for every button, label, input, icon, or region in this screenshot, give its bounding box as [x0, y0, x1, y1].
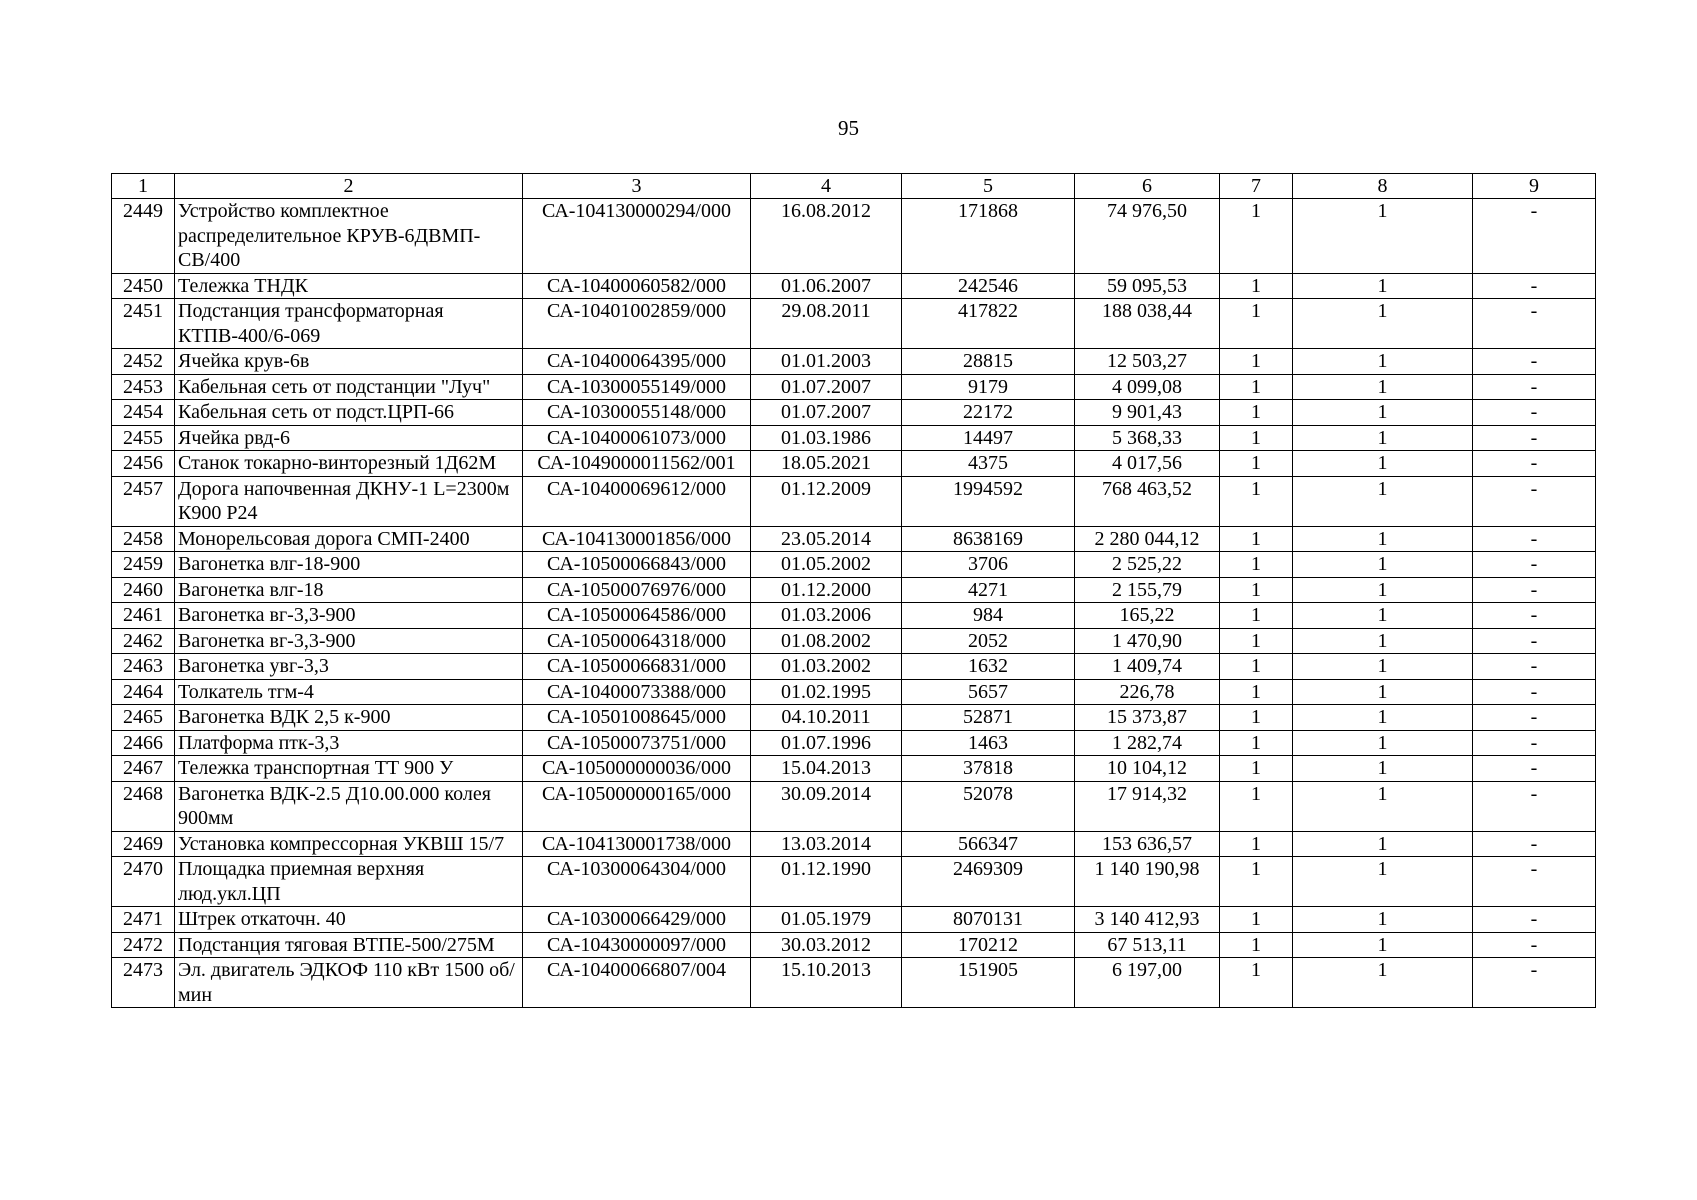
- quantity-col8-cell: 1: [1293, 577, 1473, 603]
- quantity-col8-cell: 1: [1293, 907, 1473, 933]
- item-name-cell: Штрек откаточн. 40: [175, 907, 523, 933]
- initial-value-cell: 171868: [902, 199, 1075, 274]
- note-col9-cell: -: [1473, 781, 1596, 831]
- quantity-col7-cell: 1: [1220, 679, 1293, 705]
- residual-value-cell: 2 525,22: [1075, 552, 1220, 578]
- header-cell: 1: [112, 174, 175, 199]
- header-cell: 2: [175, 174, 523, 199]
- initial-value-cell: 566347: [902, 831, 1075, 857]
- table-row: [112, 526, 1596, 552]
- commission-date-cell: 01.12.2009: [751, 476, 902, 526]
- inventory-code-cell: СА-104130001856/000: [523, 526, 751, 552]
- table-row: [112, 628, 1596, 654]
- note-col9-cell: -: [1473, 552, 1596, 578]
- item-name-cell: Монорельсовая дорога СМП-2400: [175, 526, 523, 552]
- item-name-cell: Дорога напочвенная ДКНУ-1 L=2300м К900 Р24: [175, 476, 523, 526]
- table-row: [112, 781, 1596, 831]
- commission-date-cell: 01.12.1990: [751, 857, 902, 907]
- row-number-cell: 2467: [112, 756, 175, 782]
- table-row: [112, 603, 1596, 629]
- inventory-code-cell: СА-10400064395/000: [523, 349, 751, 375]
- residual-value-cell: 10 104,12: [1075, 756, 1220, 782]
- commission-date-cell: 01.05.1979: [751, 907, 902, 933]
- commission-date-cell: 29.08.2011: [751, 299, 902, 349]
- row-number-cell: 2456: [112, 451, 175, 477]
- item-name-cell: Вагонетка влг-18-900: [175, 552, 523, 578]
- inventory-code-cell: СА-10300066429/000: [523, 907, 751, 933]
- row-number-cell: 2459: [112, 552, 175, 578]
- quantity-col7-cell: 1: [1220, 705, 1293, 731]
- quantity-col7-cell: 1: [1220, 374, 1293, 400]
- quantity-col7-cell: 1: [1220, 756, 1293, 782]
- residual-value-cell: 59 095,53: [1075, 273, 1220, 299]
- quantity-col7-cell: 1: [1220, 628, 1293, 654]
- note-col9-cell: -: [1473, 907, 1596, 933]
- residual-value-cell: 226,78: [1075, 679, 1220, 705]
- commission-date-cell: 01.12.2000: [751, 577, 902, 603]
- residual-value-cell: 3 140 412,93: [1075, 907, 1220, 933]
- residual-value-cell: 1 282,74: [1075, 730, 1220, 756]
- note-col9-cell: -: [1473, 199, 1596, 274]
- inventory-code-cell: СА-10500073751/000: [523, 730, 751, 756]
- inventory-code-cell: СА-10300055149/000: [523, 374, 751, 400]
- inventory-code-cell: СА-10500064318/000: [523, 628, 751, 654]
- initial-value-cell: 151905: [902, 958, 1075, 1008]
- residual-value-cell: 17 914,32: [1075, 781, 1220, 831]
- initial-value-cell: 28815: [902, 349, 1075, 375]
- quantity-col8-cell: 1: [1293, 603, 1473, 629]
- quantity-col7-cell: 1: [1220, 451, 1293, 477]
- table-row: [112, 831, 1596, 857]
- initial-value-cell: 984: [902, 603, 1075, 629]
- row-number-cell: 2464: [112, 679, 175, 705]
- row-number-cell: 2449: [112, 199, 175, 274]
- note-col9-cell: -: [1473, 400, 1596, 426]
- initial-value-cell: 52078: [902, 781, 1075, 831]
- table-row: [112, 349, 1596, 375]
- item-name-cell: Кабельная сеть от подст.ЦРП-66: [175, 400, 523, 426]
- quantity-col7-cell: 1: [1220, 199, 1293, 274]
- quantity-col8-cell: 1: [1293, 299, 1473, 349]
- table-row: [112, 299, 1596, 349]
- table-body: [112, 199, 1596, 1008]
- item-name-cell: Станок токарно-винторезный 1Д62М: [175, 451, 523, 477]
- commission-date-cell: 01.01.2003: [751, 349, 902, 375]
- quantity-col7-cell: 1: [1220, 349, 1293, 375]
- residual-value-cell: 12 503,27: [1075, 349, 1220, 375]
- item-name-cell: Ячейка крув-6в: [175, 349, 523, 375]
- initial-value-cell: 52871: [902, 705, 1075, 731]
- note-col9-cell: -: [1473, 577, 1596, 603]
- row-number-cell: 2461: [112, 603, 175, 629]
- inventory-code-cell: СА-10500076976/000: [523, 577, 751, 603]
- commission-date-cell: 23.05.2014: [751, 526, 902, 552]
- quantity-col8-cell: 1: [1293, 349, 1473, 375]
- residual-value-cell: 188 038,44: [1075, 299, 1220, 349]
- inventory-code-cell: СА-10401002859/000: [523, 299, 751, 349]
- commission-date-cell: 01.07.2007: [751, 400, 902, 426]
- item-name-cell: Вагонетка влг-18: [175, 577, 523, 603]
- item-name-cell: Вагонетка увг-3,3: [175, 654, 523, 680]
- header-cell: 4: [751, 174, 902, 199]
- residual-value-cell: 1 470,90: [1075, 628, 1220, 654]
- item-name-cell: Вагонетка ВДК 2,5 к-900: [175, 705, 523, 731]
- residual-value-cell: 1 409,74: [1075, 654, 1220, 680]
- inventory-code-cell: СА-10500066831/000: [523, 654, 751, 680]
- note-col9-cell: -: [1473, 603, 1596, 629]
- quantity-col8-cell: 1: [1293, 273, 1473, 299]
- row-number-cell: 2454: [112, 400, 175, 426]
- inventory-table: [111, 173, 1596, 1008]
- inventory-code-cell: СА-10400060582/000: [523, 273, 751, 299]
- row-number-cell: 2455: [112, 425, 175, 451]
- quantity-col8-cell: 1: [1293, 451, 1473, 477]
- quantity-col7-cell: 1: [1220, 299, 1293, 349]
- inventory-code-cell: СА-10300064304/000: [523, 857, 751, 907]
- row-number-cell: 2458: [112, 526, 175, 552]
- residual-value-cell: 6 197,00: [1075, 958, 1220, 1008]
- inventory-code-cell: СА-10300055148/000: [523, 400, 751, 426]
- table-row: [112, 273, 1596, 299]
- residual-value-cell: 2 280 044,12: [1075, 526, 1220, 552]
- residual-value-cell: 5 368,33: [1075, 425, 1220, 451]
- residual-value-cell: 153 636,57: [1075, 831, 1220, 857]
- note-col9-cell: -: [1473, 831, 1596, 857]
- residual-value-cell: 2 155,79: [1075, 577, 1220, 603]
- initial-value-cell: 5657: [902, 679, 1075, 705]
- note-col9-cell: -: [1473, 679, 1596, 705]
- header-cell: 3: [523, 174, 751, 199]
- quantity-col8-cell: 1: [1293, 958, 1473, 1008]
- quantity-col7-cell: 1: [1220, 781, 1293, 831]
- note-col9-cell: -: [1473, 857, 1596, 907]
- item-name-cell: Установка компрессорная УКВШ 15/7: [175, 831, 523, 857]
- residual-value-cell: 768 463,52: [1075, 476, 1220, 526]
- note-col9-cell: -: [1473, 299, 1596, 349]
- table-row: [112, 199, 1596, 274]
- item-name-cell: Тележка транспортная ТТ 900 У: [175, 756, 523, 782]
- commission-date-cell: 30.03.2012: [751, 932, 902, 958]
- item-name-cell: Подстанция тяговая ВТПЕ-500/275М: [175, 932, 523, 958]
- table-row: [112, 654, 1596, 680]
- quantity-col7-cell: 1: [1220, 400, 1293, 426]
- commission-date-cell: 15.04.2013: [751, 756, 902, 782]
- initial-value-cell: 170212: [902, 932, 1075, 958]
- table-row: [112, 857, 1596, 907]
- row-number-cell: 2452: [112, 349, 175, 375]
- quantity-col8-cell: 1: [1293, 932, 1473, 958]
- note-col9-cell: -: [1473, 526, 1596, 552]
- quantity-col8-cell: 1: [1293, 526, 1473, 552]
- note-col9-cell: -: [1473, 730, 1596, 756]
- inventory-code-cell: СА-10400073388/000: [523, 679, 751, 705]
- inventory-code-cell: СА-105000000036/000: [523, 756, 751, 782]
- row-number-cell: 2451: [112, 299, 175, 349]
- inventory-code-cell: СА-104130001738/000: [523, 831, 751, 857]
- inventory-code-cell: СА-104130000294/000: [523, 199, 751, 274]
- initial-value-cell: 2469309: [902, 857, 1075, 907]
- residual-value-cell: 4 017,56: [1075, 451, 1220, 477]
- initial-value-cell: 8638169: [902, 526, 1075, 552]
- commission-date-cell: 01.02.1995: [751, 679, 902, 705]
- note-col9-cell: -: [1473, 958, 1596, 1008]
- commission-date-cell: 18.05.2021: [751, 451, 902, 477]
- header-cell: 7: [1220, 174, 1293, 199]
- note-col9-cell: -: [1473, 756, 1596, 782]
- note-col9-cell: -: [1473, 425, 1596, 451]
- header-cell: 6: [1075, 174, 1220, 199]
- inventory-code-cell: СА-10500064586/000: [523, 603, 751, 629]
- item-name-cell: Вагонетка вг-3,3-900: [175, 628, 523, 654]
- note-col9-cell: -: [1473, 273, 1596, 299]
- quantity-col7-cell: 1: [1220, 857, 1293, 907]
- quantity-col7-cell: 1: [1220, 526, 1293, 552]
- row-number-cell: 2460: [112, 577, 175, 603]
- table-row: [112, 400, 1596, 426]
- table-row: [112, 705, 1596, 731]
- quantity-col8-cell: 1: [1293, 400, 1473, 426]
- quantity-col8-cell: 1: [1293, 552, 1473, 578]
- quantity-col8-cell: 1: [1293, 425, 1473, 451]
- page-number: 95: [838, 116, 859, 140]
- initial-value-cell: 2052: [902, 628, 1075, 654]
- residual-value-cell: 15 373,87: [1075, 705, 1220, 731]
- commission-date-cell: 01.07.2007: [751, 374, 902, 400]
- commission-date-cell: 01.05.2002: [751, 552, 902, 578]
- row-number-cell: 2468: [112, 781, 175, 831]
- commission-date-cell: 16.08.2012: [751, 199, 902, 274]
- inventory-code-cell: СА-10500066843/000: [523, 552, 751, 578]
- row-number-cell: 2450: [112, 273, 175, 299]
- table-row: [112, 756, 1596, 782]
- initial-value-cell: 242546: [902, 273, 1075, 299]
- quantity-col8-cell: 1: [1293, 730, 1473, 756]
- inventory-code-cell: СА-10430000097/000: [523, 932, 751, 958]
- table-row: [112, 932, 1596, 958]
- quantity-col8-cell: 1: [1293, 705, 1473, 731]
- table-row: [112, 425, 1596, 451]
- initial-value-cell: 3706: [902, 552, 1075, 578]
- quantity-col7-cell: 1: [1220, 958, 1293, 1008]
- table-row: [112, 958, 1596, 1008]
- residual-value-cell: 1 140 190,98: [1075, 857, 1220, 907]
- commission-date-cell: 01.06.2007: [751, 273, 902, 299]
- quantity-col7-cell: 1: [1220, 273, 1293, 299]
- initial-value-cell: 1994592: [902, 476, 1075, 526]
- row-number-cell: 2469: [112, 831, 175, 857]
- quantity-col8-cell: 1: [1293, 654, 1473, 680]
- residual-value-cell: 74 976,50: [1075, 199, 1220, 274]
- residual-value-cell: 4 099,08: [1075, 374, 1220, 400]
- inventory-code-cell: СА-10400061073/000: [523, 425, 751, 451]
- note-col9-cell: -: [1473, 654, 1596, 680]
- commission-date-cell: 01.03.1986: [751, 425, 902, 451]
- item-name-cell: Платформа птк-3,3: [175, 730, 523, 756]
- item-name-cell: Толкатель тгм-4: [175, 679, 523, 705]
- initial-value-cell: 1632: [902, 654, 1075, 680]
- row-number-cell: 2457: [112, 476, 175, 526]
- item-name-cell: Вагонетка ВДК-2.5 Д10.00.000 колея 900мм: [175, 781, 523, 831]
- initial-value-cell: 37818: [902, 756, 1075, 782]
- quantity-col8-cell: 1: [1293, 679, 1473, 705]
- commission-date-cell: 01.03.2006: [751, 603, 902, 629]
- initial-value-cell: 8070131: [902, 907, 1075, 933]
- row-number-cell: 2466: [112, 730, 175, 756]
- quantity-col8-cell: 1: [1293, 374, 1473, 400]
- row-number-cell: 2462: [112, 628, 175, 654]
- initial-value-cell: 9179: [902, 374, 1075, 400]
- table-header: [112, 174, 1596, 199]
- quantity-col7-cell: 1: [1220, 730, 1293, 756]
- inventory-code-cell: СА-1049000011562/001: [523, 451, 751, 477]
- note-col9-cell: -: [1473, 628, 1596, 654]
- commission-date-cell: 15.10.2013: [751, 958, 902, 1008]
- inventory-code-cell: СА-10501008645/000: [523, 705, 751, 731]
- quantity-col8-cell: 1: [1293, 831, 1473, 857]
- item-name-cell: Вагонетка вг-3,3-900: [175, 603, 523, 629]
- note-col9-cell: -: [1473, 374, 1596, 400]
- note-col9-cell: -: [1473, 705, 1596, 731]
- initial-value-cell: 1463: [902, 730, 1075, 756]
- header-cell: 9: [1473, 174, 1596, 199]
- item-name-cell: Устройство комплектное распределительное КРУВ-6ДВМП-СВ/400: [175, 199, 523, 274]
- quantity-col8-cell: 1: [1293, 199, 1473, 274]
- quantity-col7-cell: 1: [1220, 552, 1293, 578]
- item-name-cell: Тележка ТНДК: [175, 273, 523, 299]
- initial-value-cell: 4375: [902, 451, 1075, 477]
- quantity-col7-cell: 1: [1220, 932, 1293, 958]
- note-col9-cell: -: [1473, 349, 1596, 375]
- table-row: [112, 451, 1596, 477]
- residual-value-cell: 67 513,11: [1075, 932, 1220, 958]
- note-col9-cell: -: [1473, 476, 1596, 526]
- item-name-cell: Эл. двигатель ЭДКОФ 110 кВт 1500 об/мин: [175, 958, 523, 1008]
- row-number-cell: 2465: [112, 705, 175, 731]
- initial-value-cell: 4271: [902, 577, 1075, 603]
- table-row: [112, 577, 1596, 603]
- quantity-col7-cell: 1: [1220, 831, 1293, 857]
- initial-value-cell: 22172: [902, 400, 1075, 426]
- row-number-cell: 2470: [112, 857, 175, 907]
- commission-date-cell: 01.08.2002: [751, 628, 902, 654]
- commission-date-cell: 13.03.2014: [751, 831, 902, 857]
- quantity-col7-cell: 1: [1220, 603, 1293, 629]
- header-row: [112, 174, 1596, 199]
- commission-date-cell: 04.10.2011: [751, 705, 902, 731]
- row-number-cell: 2471: [112, 907, 175, 933]
- row-number-cell: 2472: [112, 932, 175, 958]
- table-row: [112, 374, 1596, 400]
- table-row: [112, 552, 1596, 578]
- quantity-col8-cell: 1: [1293, 781, 1473, 831]
- quantity-col8-cell: 1: [1293, 628, 1473, 654]
- table-row: [112, 476, 1596, 526]
- commission-date-cell: 01.03.2002: [751, 654, 902, 680]
- note-col9-cell: -: [1473, 451, 1596, 477]
- quantity-col7-cell: 1: [1220, 425, 1293, 451]
- table-row: [112, 730, 1596, 756]
- item-name-cell: Площадка приемная верхняя люд.укл.ЦП: [175, 857, 523, 907]
- header-cell: 5: [902, 174, 1075, 199]
- note-col9-cell: -: [1473, 932, 1596, 958]
- commission-date-cell: 30.09.2014: [751, 781, 902, 831]
- table-row: [112, 679, 1596, 705]
- quantity-col7-cell: 1: [1220, 907, 1293, 933]
- item-name-cell: Подстанция трансформаторная КТПВ-400/6-069: [175, 299, 523, 349]
- row-number-cell: 2473: [112, 958, 175, 1008]
- item-name-cell: Кабельная сеть от подстанции "Луч": [175, 374, 523, 400]
- initial-value-cell: 417822: [902, 299, 1075, 349]
- row-number-cell: 2463: [112, 654, 175, 680]
- quantity-col8-cell: 1: [1293, 756, 1473, 782]
- initial-value-cell: 14497: [902, 425, 1075, 451]
- commission-date-cell: 01.07.1996: [751, 730, 902, 756]
- inventory-code-cell: СА-10400066807/004: [523, 958, 751, 1008]
- quantity-col8-cell: 1: [1293, 857, 1473, 907]
- item-name-cell: Ячейка рвд-6: [175, 425, 523, 451]
- quantity-col7-cell: 1: [1220, 577, 1293, 603]
- table-row: [112, 907, 1596, 933]
- row-number-cell: 2453: [112, 374, 175, 400]
- quantity-col8-cell: 1: [1293, 476, 1473, 526]
- quantity-col7-cell: 1: [1220, 654, 1293, 680]
- header-cell: 8: [1293, 174, 1473, 199]
- residual-value-cell: 165,22: [1075, 603, 1220, 629]
- inventory-code-cell: СА-10400069612/000: [523, 476, 751, 526]
- inventory-code-cell: СА-105000000165/000: [523, 781, 751, 831]
- residual-value-cell: 9 901,43: [1075, 400, 1220, 426]
- quantity-col7-cell: 1: [1220, 476, 1293, 526]
